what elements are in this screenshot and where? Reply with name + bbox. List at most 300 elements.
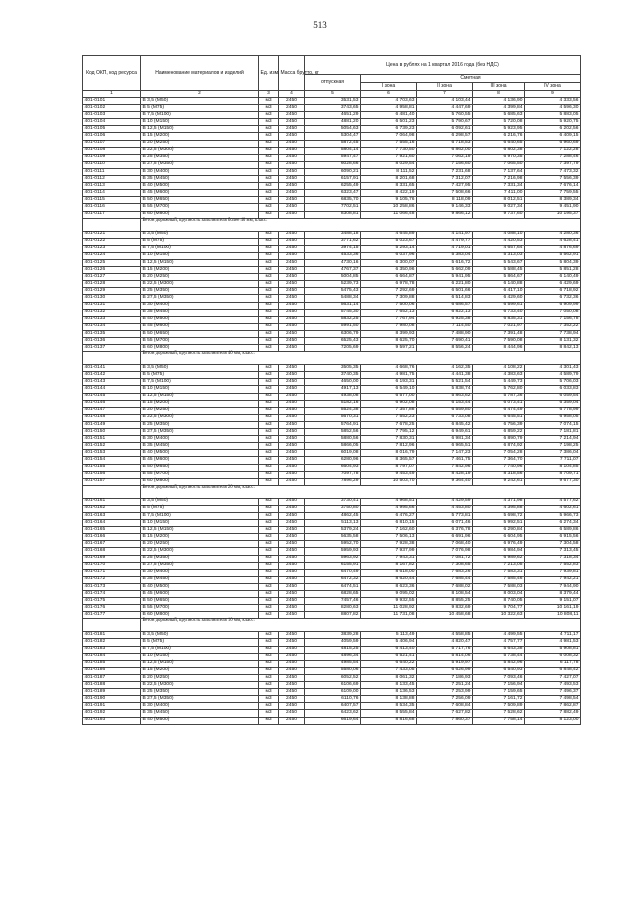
- table-cell: В 3,5 (М50): [141, 231, 259, 238]
- table-cell: 2450: [279, 140, 305, 147]
- table-cell: 7 767,94: [361, 316, 417, 323]
- table-cell: м3: [259, 646, 279, 653]
- header-estimate: Сметная: [361, 75, 581, 83]
- table-cell: м3: [259, 632, 279, 639]
- table-cell: В 22,5 (М300): [141, 548, 259, 555]
- table-row: [83, 505, 581, 512]
- table-cell: 2450: [279, 457, 305, 464]
- price-table: [82, 55, 581, 725]
- table-cell: 4 645,89: [361, 231, 417, 238]
- table-cell: 6 822,13: [417, 309, 473, 316]
- page-number: 513: [313, 20, 327, 30]
- table-cell: 5580,06: [305, 667, 361, 674]
- table-cell: В 35 (М450): [141, 443, 259, 450]
- section-title: Бетон дорожный, крупность заполнителя 20 мм, класс:: [141, 485, 581, 498]
- header-release: отпускная: [305, 75, 361, 91]
- table-cell: В 3,5 (М50): [141, 632, 259, 639]
- table-cell: 6 521,41: [361, 653, 417, 660]
- table-row: [83, 527, 581, 534]
- table-cell: 4 628,41: [525, 238, 581, 245]
- table-cell: 2450: [279, 204, 305, 211]
- table-cell: 4 657,64: [473, 245, 525, 252]
- table-cell: 7 064,98: [361, 133, 417, 140]
- table-cell: 2450: [279, 309, 305, 316]
- table-cell: 401-0165: [83, 527, 141, 534]
- table-cell: 6 848,42: [525, 667, 581, 674]
- table-cell: 5 787,36: [473, 393, 525, 400]
- table-cell: 7 331,34: [473, 183, 525, 190]
- table-cell: 5 521,54: [417, 379, 473, 386]
- table-cell: м3: [259, 252, 279, 259]
- table-cell: В 22,5 (М300): [141, 682, 259, 689]
- table-cell: 401-0124: [83, 252, 141, 259]
- table-cell: 8 133,45: [361, 682, 417, 689]
- table-cell: м3: [259, 259, 279, 266]
- table-cell: 4 162,35: [417, 365, 473, 372]
- table-cell: 7 921,60: [361, 154, 417, 161]
- table-cell: 9 364,40: [417, 478, 473, 485]
- table-cell: 401-0147: [83, 407, 141, 414]
- table-cell: м3: [259, 176, 279, 183]
- table-cell: 7 882,49: [525, 710, 581, 717]
- table-cell: 2450: [279, 598, 305, 605]
- header-zone-1: I зона: [361, 83, 417, 91]
- table-cell: В 22,5 (М300): [141, 281, 259, 288]
- table-cell: 6 540,93: [473, 667, 525, 674]
- table-cell: В 7,5 (М100): [141, 646, 259, 653]
- table-cell: 4767,37: [305, 267, 361, 274]
- table-cell: 7 386,04: [525, 450, 581, 457]
- table-cell: 7 496,37: [525, 689, 581, 696]
- table-cell: 5004,85: [305, 274, 361, 281]
- table-cell: 2450: [279, 569, 305, 576]
- table-cell: В 15 (М200): [141, 133, 259, 140]
- table-cell: 401-0154: [83, 457, 141, 464]
- table-cell: 2450: [279, 632, 305, 639]
- table-cell: 4862,45: [305, 512, 361, 519]
- table-cell: 6 686,57: [417, 302, 473, 309]
- table-cell: 2450: [279, 667, 305, 674]
- table-cell: 7 147,23: [417, 450, 473, 457]
- table-cell: 401-0184: [83, 653, 141, 660]
- table-row: [83, 689, 581, 696]
- table-cell: 7 292,69: [361, 288, 417, 295]
- table-cell: 401-0171: [83, 569, 141, 576]
- table-cell: 2450: [279, 527, 305, 534]
- table-cell: м3: [259, 660, 279, 667]
- table-cell: 6 514,83: [417, 295, 473, 302]
- table-cell: 2450: [279, 183, 305, 190]
- table-cell: 7 937,99: [361, 548, 417, 555]
- table-cell: 5113,13: [305, 520, 361, 527]
- table-cell: 6 501,66: [417, 288, 473, 295]
- table-cell: 8 331,65: [361, 183, 417, 190]
- section-header-row: [83, 485, 581, 498]
- table-cell: м3: [259, 238, 279, 245]
- table-cell: 6 604,95: [473, 534, 525, 541]
- table-cell: 401-0156: [83, 471, 141, 478]
- table-cell: 401-0132: [83, 309, 141, 316]
- table-cell: 6 140,49: [525, 274, 581, 281]
- table-cell: 8 201,68: [361, 176, 417, 183]
- table-cell: 6 778,99: [525, 407, 581, 414]
- table-cell: 5475,43: [305, 288, 361, 295]
- table-cell: 4 479,77: [417, 238, 473, 245]
- table-cell: 6 976,49: [473, 541, 525, 548]
- table-cell: 7 506,13: [361, 534, 417, 541]
- table-cell: 7 068,40: [417, 541, 473, 548]
- table-cell: 5 773,81: [417, 512, 473, 519]
- table-cell: 8 618,00: [361, 569, 417, 576]
- table-cell: м3: [259, 231, 279, 238]
- table-row: [83, 598, 581, 605]
- table-cell: 4 968,51: [361, 498, 417, 505]
- table-cell: 5866,05: [305, 443, 361, 450]
- table-cell: м3: [259, 562, 279, 569]
- table-cell: 401-0173: [83, 583, 141, 590]
- table-cell: 401-0117: [83, 211, 141, 218]
- table-cell: 4 371,98: [473, 498, 525, 505]
- table-row: [83, 338, 581, 345]
- table-cell: 2450: [279, 421, 305, 428]
- table-cell: 2450: [279, 612, 305, 619]
- table-cell: м3: [259, 464, 279, 471]
- header-code: Код ОКП, код ресурса: [83, 56, 141, 91]
- table-row: [83, 548, 581, 555]
- table-cell: 10 503,70: [361, 478, 417, 485]
- table-cell: м3: [259, 204, 279, 211]
- table-cell: 401-0186: [83, 667, 141, 674]
- table-cell: 7 352,22: [525, 323, 581, 330]
- table-cell: В 45 (М600): [141, 457, 259, 464]
- col-number: 6: [361, 91, 417, 98]
- table-cell: 401-0163: [83, 512, 141, 519]
- table-cell: 6052,52: [305, 674, 361, 681]
- table-cell: В 12,5 (М150): [141, 527, 259, 534]
- table-cell: В 60 (М800): [141, 211, 259, 218]
- table-cell: 2450: [279, 605, 305, 612]
- table-cell: 7 427,95: [417, 183, 473, 190]
- table-cell: 8 061,32: [361, 674, 417, 681]
- table-cell: 5 992,51: [473, 520, 525, 527]
- table-cell: В 7,5 (М100): [141, 245, 259, 252]
- table-cell: 2450: [279, 259, 305, 266]
- table-cell: 6 059,54: [525, 393, 581, 400]
- table-cell: м3: [259, 443, 279, 450]
- table-cell: 6 589,86: [525, 527, 581, 534]
- table-cell: 3740,35: [305, 372, 361, 379]
- table-cell: 5 762,80: [473, 386, 525, 393]
- table-row: [83, 183, 581, 190]
- table-cell: 401-0168: [83, 548, 141, 555]
- table-cell: 2450: [279, 238, 305, 245]
- table-cell: 401-0111: [83, 168, 141, 175]
- table-cell: 6 981,34: [417, 436, 473, 443]
- table-cell: 7 253,99: [417, 689, 473, 696]
- table-cell: 7 830,31: [361, 436, 417, 443]
- table-cell: 3488,18: [305, 231, 361, 238]
- table-cell: 10 808,11: [525, 612, 581, 619]
- table-cell: 6306,79: [305, 330, 361, 337]
- table-cell: 401-0167: [83, 541, 141, 548]
- table-cell: 6 862,00: [417, 147, 473, 154]
- table-cell: 6028,66: [305, 161, 361, 168]
- table-cell: 401-0193: [83, 717, 141, 724]
- table-cell: 10 458,68: [417, 612, 473, 619]
- table-cell: 401-0189: [83, 689, 141, 696]
- table-cell: 5 616,72: [417, 259, 473, 266]
- table-row: [83, 323, 581, 330]
- table-cell: 6 033,83: [525, 386, 581, 393]
- table-cell: 401-0145: [83, 393, 141, 400]
- table-cell: 8 167,82: [361, 562, 417, 569]
- table-cell: 6 732,36: [525, 295, 581, 302]
- table-cell: м3: [259, 429, 279, 436]
- table-cell: 401-0108: [83, 147, 141, 154]
- table-cell: В 7,5 (М100): [141, 379, 259, 386]
- table-cell: 401-0143: [83, 379, 141, 386]
- table-cell: В 60 (М800): [141, 345, 259, 352]
- table-cell: 2450: [279, 674, 305, 681]
- table-cell: 7 216,98: [473, 176, 525, 183]
- table-cell: 8 534,35: [361, 703, 417, 710]
- table-cell: 4 820,47: [417, 639, 473, 646]
- table-cell: 7 304,58: [525, 541, 581, 548]
- table-cell: м3: [259, 140, 279, 147]
- table-cell: 5 919,97: [417, 660, 473, 667]
- table-cell: 8 016,79: [361, 450, 417, 457]
- table-cell: В 3,5 (М50): [141, 365, 259, 372]
- table-cell: 401-0172: [83, 576, 141, 583]
- table-cell: 401-0177: [83, 612, 141, 619]
- table-cell: В 30 (М400): [141, 703, 259, 710]
- table-cell: 9 597,21: [361, 345, 417, 352]
- table-cell: В 27,5 (М350): [141, 295, 259, 302]
- table-cell: м3: [259, 534, 279, 541]
- table-cell: 6 350,96: [361, 267, 417, 274]
- table-row: [83, 126, 581, 133]
- table-row: [83, 674, 581, 681]
- table-cell: 5 406,94: [361, 639, 417, 646]
- table-cell: 401-0134: [83, 323, 141, 330]
- table-cell: 2450: [279, 231, 305, 238]
- table-cell: 5 738,44: [473, 653, 525, 660]
- table-cell: В 60 (М800): [141, 478, 259, 485]
- table-cell: В 35 (М450): [141, 710, 259, 717]
- table-cell: 401-0162: [83, 505, 141, 512]
- table-cell: 8 111,52: [361, 168, 417, 175]
- table-cell: 5 838,74: [417, 386, 473, 393]
- table-cell: 7 156,60: [417, 161, 473, 168]
- table-cell: 2450: [279, 252, 305, 259]
- table-cell: 2450: [279, 548, 305, 555]
- table-cell: 6109,00: [305, 689, 361, 696]
- table-cell: 401-0122: [83, 238, 141, 245]
- table-cell: 2450: [279, 379, 305, 386]
- table-cell: 8 389,34: [525, 197, 581, 204]
- table-cell: 2450: [279, 338, 305, 345]
- table-cell: 401-0183: [83, 646, 141, 653]
- table-cell: м3: [259, 717, 279, 724]
- table-row: [83, 259, 581, 266]
- table-cell: 6 915,56: [525, 534, 581, 541]
- table-cell: 7 461,75: [417, 457, 473, 464]
- table-row: [83, 436, 581, 443]
- table-cell: 7 583,31: [473, 569, 525, 576]
- table-cell: 7 711,07: [525, 457, 581, 464]
- table-cell: В 40 (М500): [141, 717, 259, 724]
- table-row: [83, 591, 581, 598]
- table-cell: 7 364,70: [473, 457, 525, 464]
- table-cell: 5959,93: [305, 548, 361, 555]
- table-cell: 2450: [279, 646, 305, 653]
- table-cell: В 22,5 (М300): [141, 414, 259, 421]
- table-cell: 7 676,14: [525, 183, 581, 190]
- section-spacer: [83, 619, 141, 632]
- table-cell: 4 596,30: [525, 105, 581, 112]
- table-cell: 4881,20: [305, 119, 361, 126]
- table-cell: В 50 (М650): [141, 464, 259, 471]
- table-cell: 8 003,04: [473, 591, 525, 598]
- table-cell: 401-0190: [83, 696, 141, 703]
- table-cell: м3: [259, 147, 279, 154]
- table-cell: 2450: [279, 400, 305, 407]
- table-row: [83, 267, 581, 274]
- header-zone-2: II зона: [417, 83, 473, 91]
- table-cell: 401-0114: [83, 190, 141, 197]
- table-cell: 6 549,10: [361, 386, 417, 393]
- table-cell: В 55 (М700): [141, 204, 259, 211]
- table-cell: 6 193,31: [361, 379, 417, 386]
- table-cell: 9 677,30: [525, 478, 581, 485]
- table-row: [83, 288, 581, 295]
- table-cell: 6 890,79: [473, 436, 525, 443]
- table-cell: 401-0130: [83, 295, 141, 302]
- table-cell: 6 756,39: [473, 421, 525, 428]
- table-cell: 2450: [279, 330, 305, 337]
- table-cell: 5 966,73: [525, 512, 581, 519]
- table-cell: 2450: [279, 505, 305, 512]
- table-cell: В 25 (М350): [141, 288, 259, 295]
- table-cell: 2450: [279, 267, 305, 274]
- table-cell: 9 866,12: [417, 211, 473, 218]
- table-cell: 9 704,77: [473, 605, 525, 612]
- table-cell: м3: [259, 245, 279, 252]
- table-cell: 5 313,03: [473, 252, 525, 259]
- table-cell: В 25 (М350): [141, 154, 259, 161]
- table-cell: 7 608,84: [417, 703, 473, 710]
- table-cell: 2450: [279, 176, 305, 183]
- table-cell: В 30 (М400): [141, 168, 259, 175]
- table-cell: м3: [259, 372, 279, 379]
- table-cell: 2450: [279, 583, 305, 590]
- table-cell: 6 071,46: [417, 520, 473, 527]
- table-cell: 2450: [279, 639, 305, 646]
- table-cell: 8 620,44: [361, 576, 417, 583]
- table-row: [83, 161, 581, 168]
- table-cell: 401-0113: [83, 183, 141, 190]
- table-cell: м3: [259, 520, 279, 527]
- table-cell: 7205,69: [305, 345, 361, 352]
- table-cell: 4 668,76: [361, 365, 417, 372]
- table-cell: 7 427,07: [525, 674, 581, 681]
- table-cell: 8 855,25: [417, 598, 473, 605]
- table-cell: 7 980,08: [361, 323, 417, 330]
- table-cell: 4 108,22: [473, 365, 525, 372]
- table-cell: 9 027,34: [473, 204, 525, 211]
- table-cell: 2450: [279, 345, 305, 352]
- table-row: [83, 421, 581, 428]
- table-cell: 8 104,85: [525, 464, 581, 471]
- table-cell: 10 161,19: [525, 605, 581, 612]
- table-cell: 4 141,97: [417, 231, 473, 238]
- table-row: [83, 682, 581, 689]
- table-cell: 2450: [279, 562, 305, 569]
- table-cell: 2450: [279, 112, 305, 119]
- table-row: [83, 197, 581, 204]
- table-cell: В 55 (М700): [141, 471, 259, 478]
- table-cell: 401-0136: [83, 338, 141, 345]
- table-cell: 4650,00: [305, 379, 361, 386]
- table-cell: 5 760,55: [417, 112, 473, 119]
- table-cell: 7 076,98: [417, 548, 473, 555]
- col-number: 7: [417, 91, 473, 98]
- table-row: [83, 534, 581, 541]
- table-row: [83, 512, 581, 519]
- table-cell: 7702,51: [305, 204, 361, 211]
- table-cell: 401-0170: [83, 562, 141, 569]
- table-cell: В 40 (М500): [141, 583, 259, 590]
- table-cell: В 3,5 (М50): [141, 98, 259, 105]
- table-cell: 7 862,87: [525, 703, 581, 710]
- table-row: [83, 710, 581, 717]
- table-cell: 5488,34: [305, 295, 361, 302]
- table-cell: м3: [259, 98, 279, 105]
- table-row: [83, 576, 581, 583]
- table-cell: В 25 (М350): [141, 689, 259, 696]
- table-cell: 5 543,67: [473, 259, 525, 266]
- table-cell: 5 720,08: [473, 119, 525, 126]
- table-cell: 8 740,05: [473, 598, 525, 605]
- table-cell: В 40 (М500): [141, 450, 259, 457]
- table-cell: 401-0102: [83, 105, 141, 112]
- table-cell: В 12,5 (М150): [141, 660, 259, 667]
- table-cell: В 55 (М700): [141, 605, 259, 612]
- table-cell: 7 065,50: [473, 161, 525, 168]
- table-row: [83, 365, 581, 372]
- table-cell: 7 730,50: [361, 147, 417, 154]
- table-cell: 2450: [279, 520, 305, 527]
- section-spacer: [83, 352, 141, 365]
- table-cell: 401-0133: [83, 316, 141, 323]
- table-cell: 401-0128: [83, 281, 141, 288]
- table-cell: 7 508,66: [417, 190, 473, 197]
- table-cell: м3: [259, 407, 279, 414]
- table-cell: 7 021,97: [473, 323, 525, 330]
- table-cell: 4 429,59: [417, 498, 473, 505]
- table-cell: м3: [259, 703, 279, 710]
- table-cell: м3: [259, 105, 279, 112]
- table-cell: м3: [259, 161, 279, 168]
- table-cell: 5 562,91: [525, 252, 581, 259]
- table-header: [83, 56, 581, 98]
- table-cell: м3: [259, 168, 279, 175]
- table-cell: 7 683,26: [417, 569, 473, 576]
- table-cell: 401-0125: [83, 259, 141, 266]
- table-cell: 7 759,55: [525, 190, 581, 197]
- table-cell: 11 731,08: [361, 612, 417, 619]
- table-cell: 3974,15: [305, 245, 361, 252]
